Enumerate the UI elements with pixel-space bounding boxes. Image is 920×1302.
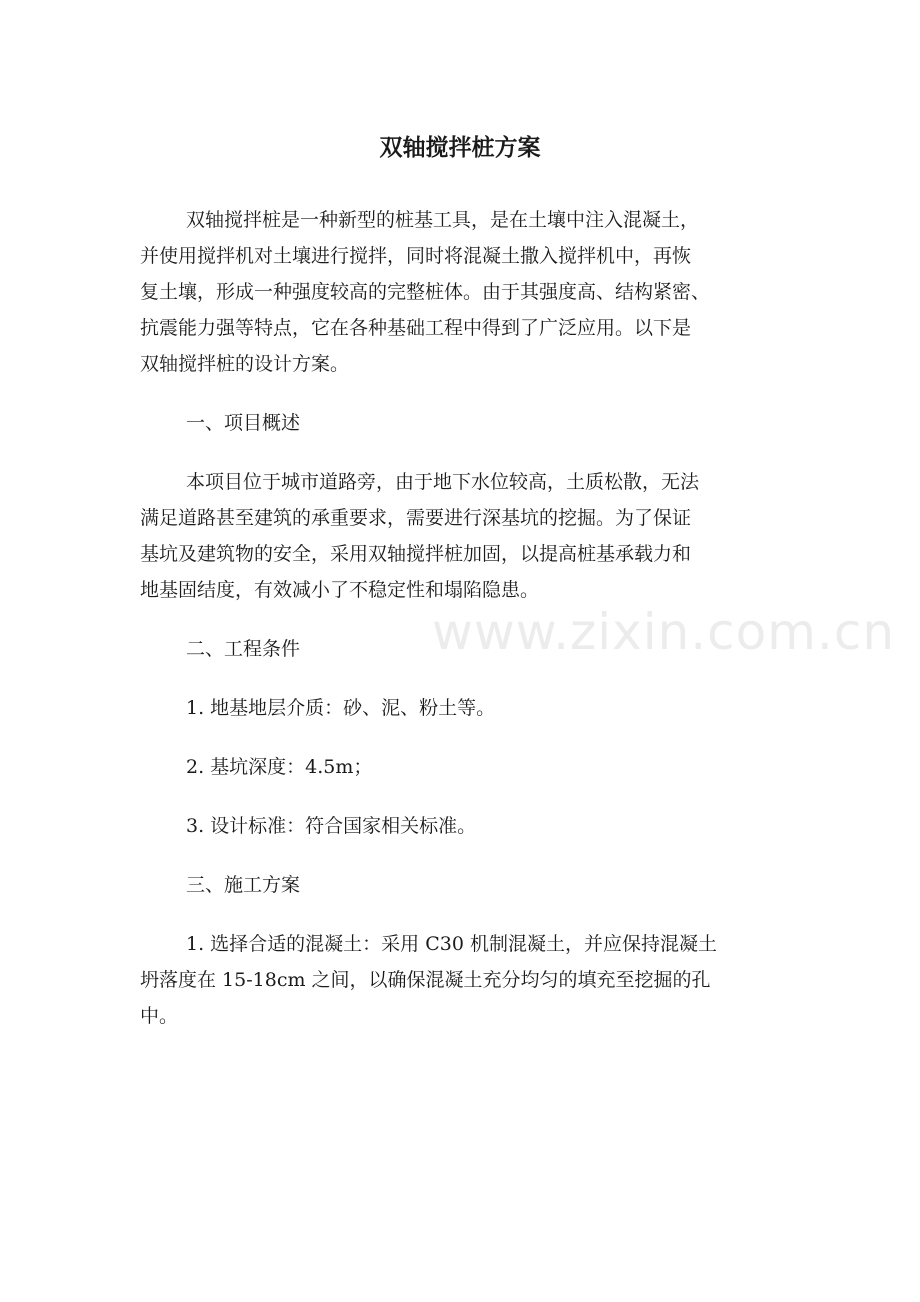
paragraph-gap (140, 382, 800, 405)
paragraph-gap (140, 441, 800, 464)
text-line: 复土壤，形成一种强度较高的完整桩体。由于其强度高、结构紧密、 (140, 281, 711, 303)
paragraph (140, 631, 800, 667)
text-line: 基坑及建筑物的安全，采用双轴搅拌桩加固，以提高桩基承载力和 (140, 543, 692, 565)
text-line: 双轴搅拌桩的设计方案。 (140, 353, 350, 375)
text-line: 3. 设计标准：符合国家相关标准。 (186, 815, 477, 837)
paragraph-gap (140, 844, 800, 867)
paragraph (140, 405, 800, 441)
paragraph-gap (140, 726, 800, 749)
paragraph (140, 202, 800, 382)
text-line: 一、项目概述 (186, 412, 301, 434)
text-line: 三、施工方案 (186, 874, 301, 896)
document-body (140, 202, 800, 1034)
text-line: 满足道路甚至建筑的承重要求，需要进行深基坑的挖掘。为了保证 (140, 507, 692, 529)
text-line: 中。 (140, 1005, 179, 1027)
paragraph-gap (140, 903, 800, 926)
paragraph (140, 690, 800, 726)
paragraph-gap (140, 785, 800, 808)
text-line: 2. 基坑深度：4.5m； (186, 756, 373, 778)
text-line: 1. 选择合适的混凝土：采用 C30 机制混凝土，并应保持混凝土 (186, 933, 717, 955)
text-line: 二、工程条件 (186, 638, 301, 660)
text-line: 抗震能力强等特点，它在各种基础工程中得到了广泛应用。以下是 (140, 317, 692, 339)
text-line: 地基固结度，有效减小了不稳定性和塌陷隐患。 (140, 579, 540, 601)
text-line: 并使用搅拌机对土壤进行搅拌，同时将混凝土撒入搅拌机中，再恢 (140, 245, 692, 267)
paragraph (140, 867, 800, 903)
text-line: 双轴搅拌桩是一种新型的桩基工具，是在土壤中注入混凝土， (186, 209, 700, 231)
paragraph (140, 926, 800, 1034)
paragraph (140, 464, 800, 608)
document-title: 双轴搅拌桩方案 (379, 135, 541, 161)
text-line: 坍落度在 15-18cm 之间，以确保混凝土充分均匀的填充至挖掘的孔 (140, 969, 711, 991)
paragraph-gap (140, 667, 800, 690)
paragraph (140, 749, 800, 785)
watermark-text: www.zixin.com.cn (432, 603, 896, 661)
paragraph-gap (140, 608, 800, 631)
paragraph (140, 808, 800, 844)
text-line: 1. 地基地层介质：砂、泥、粉土等。 (186, 697, 496, 719)
text-line: 本项目位于城市道路旁，由于地下水位较高，土质松散，无法 (186, 471, 700, 493)
